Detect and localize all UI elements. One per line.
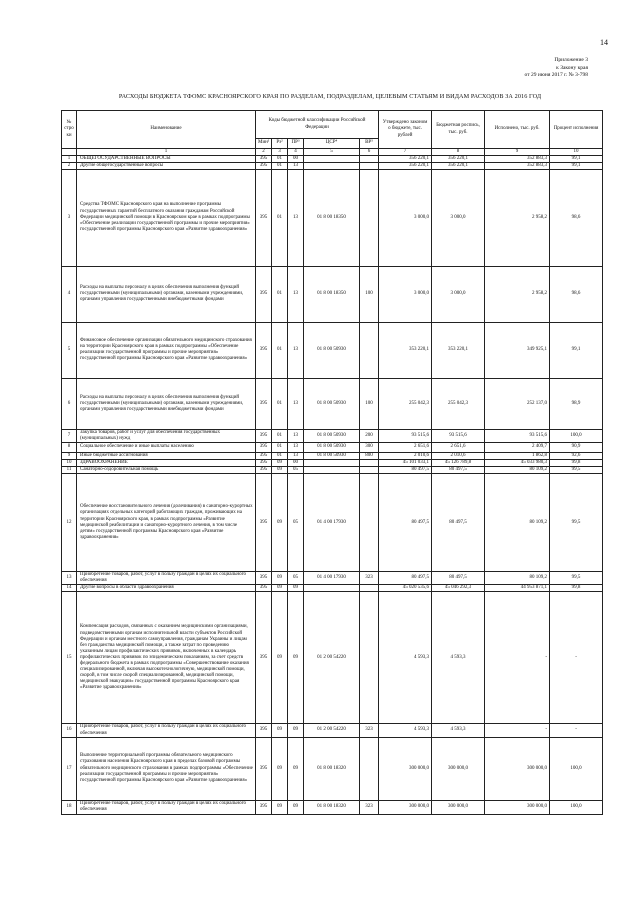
table-row [62, 459, 603, 466]
cell-n: 18 [62, 800, 77, 814]
cell-pr: 09 [288, 724, 304, 737]
cell-pr: 09 [288, 585, 304, 592]
cell-approved: 80 497,5 [379, 572, 432, 585]
column-index-cell: 2 [256, 149, 272, 156]
cell-csr: 01 2 00 54220 [304, 592, 360, 724]
cell-name: Расходы на выплаты персоналу в целях обеспечения выполнения функций государственными (муниципальными) органами, казенными учреждениями, органами управления государственными внебюджетными фондами [77, 378, 256, 429]
cell-csr: 01 8 00 50930 [304, 322, 360, 378]
cell-approved: 2 010,6 [379, 452, 432, 459]
column-index-cell: 7 [379, 149, 432, 156]
cell-vr: 323 [360, 724, 379, 737]
cell-percent: 99,1 [550, 162, 603, 169]
column-index-cell: 3 [272, 149, 288, 156]
document-title: РАСХОДЫ БЮДЖЕТА ТФОМС КРАСНОЯРСКОГО КРАЯ ПО РАЗДЕЛАМ, ПОДРАЗДЕЛАМ, ЦЕЛЕВЫМ СТАТЬЯМ И ВИДАМ РАСХОДОВ ЗА 2016 ГОД [118, 93, 542, 100]
cell-n: 4 [62, 266, 77, 322]
cell-csr: 01 8 00 50930 [304, 442, 360, 452]
table-row [62, 429, 603, 442]
cell-min: 395 [256, 474, 272, 572]
cell-min: 395 [256, 592, 272, 724]
cell-budget: 45 046 292,3 [432, 585, 485, 592]
cell-n: 14 [62, 585, 77, 592]
cell-executed: - [485, 724, 550, 737]
cell-min: 395 [256, 800, 272, 814]
cell-vr [360, 737, 379, 800]
page-number: 14 [600, 38, 608, 47]
cell-name: Иные бюджетные ассигнования [77, 452, 256, 459]
cell-budget: 93 515,6 [432, 429, 485, 442]
cell-rz: 01 [272, 452, 288, 459]
cell-approved: 4 593,3 [379, 724, 432, 737]
cell-pr: 05 [288, 572, 304, 585]
cell-percent: 90,9 [550, 442, 603, 452]
table-row [62, 162, 603, 169]
cell-name: Другие общегосударственные вопросы [77, 162, 256, 169]
cell-csr [304, 459, 360, 466]
cell-name: Компенсация расходов, связанных с оказанием медицинскими организациями, подведомственными органам исполнительной власти субъектов Российской Федерации и органам местного самоуправления, гражданам Украины и лицам без гражданства медицинской помощи, а также затрат по проведению указанным лицам профилактических прививок, включенных в календарь профилактических прививок по эпидемическим показаниям, за счет средств федерального бюджета в рамках подпрограммы «Совершенствование оказания специализированной, включая высокотехнологичную, медицинской помощи, скорой, в том числе скорой специализированной, медицинской помощи, медицинской эвакуации» государственной программы Красноярского края «Развитие здравоохранения» [77, 592, 256, 724]
cell-name: ОБЩЕГОСУДАРСТВЕННЫЕ ВОПРОСЫ [77, 155, 256, 162]
cell-rz: 01 [272, 155, 288, 162]
cell-budget: 80 497,5 [432, 467, 485, 474]
column-index-cell: 6 [360, 149, 379, 156]
cell-csr: 01 8 00 18350 [304, 169, 360, 266]
cell-csr: 01 8 00 50930 [304, 429, 360, 442]
table-row [62, 452, 603, 459]
cell-n: 3 [62, 169, 77, 266]
cell-executed: 80 109,2 [485, 572, 550, 585]
cell-n: 5 [62, 322, 77, 378]
cell-rz: 09 [272, 592, 288, 724]
cell-percent: - [550, 724, 603, 737]
cell-vr: 200 [360, 429, 379, 442]
cell-executed: 2 409,7 [485, 442, 550, 452]
cell-percent: 92,6 [550, 452, 603, 459]
cell-pr: 13 [288, 429, 304, 442]
cell-percent: 99,1 [550, 155, 603, 162]
cell-executed: 252 137,0 [485, 378, 550, 429]
cell-percent: 99,8 [550, 459, 603, 466]
table-row [62, 322, 603, 378]
cell-rz: 09 [272, 467, 288, 474]
cell-csr: 01 8 00 50930 [304, 452, 360, 459]
cell-budget: 356 220,1 [432, 155, 485, 162]
table-row [62, 266, 603, 322]
header-rz: Рз² [272, 139, 288, 149]
appendix-line: Приложение 3 [554, 57, 588, 63]
cell-min: 395 [256, 429, 272, 442]
cell-vr: 300 [360, 442, 379, 452]
cell-pr: 13 [288, 442, 304, 452]
cell-executed: 80 109,2 [485, 467, 550, 474]
header-vr: ВР⁵ [360, 139, 379, 149]
cell-pr: 00 [288, 459, 304, 466]
cell-n: 7 [62, 429, 77, 442]
appendix-line: к Закону края [556, 64, 588, 71]
table-row [62, 474, 603, 572]
cell-vr: 800 [360, 452, 379, 459]
cell-executed: 300 000,0 [485, 800, 550, 814]
table-row [62, 724, 603, 737]
cell-name: Выполнение территориальной программы обязательного медицинского страхования населения Красноярского края в пределах базовой программы обязательного медицинского страхования в рамках подпрограммы «Обеспечение реализации государственной программы и прочие мероприятия» государственной программы Красноярского края «Развитие здравоохранения» [77, 737, 256, 800]
cell-percent: 98,6 [550, 266, 603, 322]
cell-approved: 80 497,5 [379, 467, 432, 474]
cell-rz: 01 [272, 378, 288, 429]
cell-budget: 356 220,1 [432, 162, 485, 169]
cell-n: 1 [62, 155, 77, 162]
cell-name: Обеспечение восстановительного лечения (долечивания) в санаторно-курортных организациях отдельных категорий работающих граждан, проживающих на территории Красноярского края, в рамках подпрограммы «Развитие медицинской реабилитации и санаторно-курортного лечения, в том числе детям» государственной программы Красноярского края «Развитие здравоохранения» [77, 474, 256, 572]
cell-rz: 01 [272, 442, 288, 452]
cell-budget: 4 593,3 [432, 724, 485, 737]
table-row [62, 585, 603, 592]
cell-min: 395 [256, 162, 272, 169]
cell-rz: 09 [272, 585, 288, 592]
cell-name: Приобретение товаров, работ, услуг в пользу граждан в целях их социального обеспечения [77, 724, 256, 737]
cell-executed: 300 000,0 [485, 737, 550, 800]
cell-n: 16 [62, 724, 77, 737]
cell-vr [360, 585, 379, 592]
cell-vr [360, 169, 379, 266]
cell-min: 395 [256, 322, 272, 378]
cell-name: Средства ТФОМС Красноярского края на выполнение программы государственных гарантий бесплатного оказания гражданам Российской Федерации медицинской помощи в Красноярском крае в рамках подпрограммы «Обеспечение реализации государственной программы и прочие мероприятия» государственной программы Красноярского края «Развитие здравоохранения» [77, 169, 256, 266]
cell-approved: 2 651,6 [379, 442, 432, 452]
cell-min: 395 [256, 737, 272, 800]
cell-percent: - [550, 592, 603, 724]
cell-approved: 356 220,1 [379, 162, 432, 169]
cell-csr: 01 8 00 18320 [304, 737, 360, 800]
cell-min: 395 [256, 585, 272, 592]
header-num: № стро ки [62, 111, 77, 149]
cell-budget: 45 126 789,8 [432, 459, 485, 466]
cell-vr [360, 474, 379, 572]
appendix-line: от 29 июня 2017 г. № 3-798 [524, 72, 588, 78]
cell-pr: 09 [288, 800, 304, 814]
cell-min: 395 [256, 378, 272, 429]
cell-pr: 13 [288, 266, 304, 322]
cell-approved: 3 000,0 [379, 266, 432, 322]
cell-executed: 349 925,1 [485, 322, 550, 378]
cell-csr [304, 467, 360, 474]
cell-rz: 09 [272, 572, 288, 585]
header-approved: Утверждено законом о бюджете, тыс. рублей [379, 111, 432, 149]
table-row [62, 378, 603, 429]
cell-budget: 3 000,0 [432, 169, 485, 266]
cell-executed: 352 883,3 [485, 162, 550, 169]
header-min: Мин¹ [256, 139, 272, 149]
cell-percent: 98,9 [550, 378, 603, 429]
cell-budget: 2 010,6 [432, 452, 485, 459]
cell-name: Другие вопросы в области здравоохранения [77, 585, 256, 592]
cell-csr: 01 4 00 17930 [304, 572, 360, 585]
cell-approved: 45 101 033,1 [379, 459, 432, 466]
cell-budget: 353 220,1 [432, 322, 485, 378]
cell-budget: 80 497,5 [432, 572, 485, 585]
cell-vr [360, 459, 379, 466]
cell-pr: 05 [288, 474, 304, 572]
cell-vr [360, 467, 379, 474]
cell-name: Финансовое обеспечение организации обязательного медицинского страхования на территории Красноярского края в рамках подпрограммы «Обеспечение реализации государственной программы и прочие мероприятия» государственной программы Красноярского края «Развитие здравоохранения» [77, 322, 256, 378]
cell-percent: 100,0 [550, 429, 603, 442]
cell-name: Социальное обеспечение и иные выплаты населению [77, 442, 256, 452]
cell-budget: 2 651,6 [432, 442, 485, 452]
cell-approved: 80 497,5 [379, 474, 432, 572]
column-index-cell: 10 [550, 149, 603, 156]
cell-vr: 100 [360, 378, 379, 429]
cell-min: 395 [256, 442, 272, 452]
cell-executed: 80 109,2 [485, 474, 550, 572]
cell-pr: 13 [288, 169, 304, 266]
cell-executed: 93 515,6 [485, 429, 550, 442]
cell-approved: 3 000,0 [379, 169, 432, 266]
cell-n: 17 [62, 737, 77, 800]
cell-pr: 09 [288, 592, 304, 724]
cell-n: 8 [62, 442, 77, 452]
cell-min: 395 [256, 452, 272, 459]
appendix-note [525, 57, 588, 80]
cell-csr: 01 8 00 50930 [304, 378, 360, 429]
cell-approved: 300 000,0 [379, 737, 432, 800]
cell-vr: 323 [360, 800, 379, 814]
cell-name: Приобретение товаров, работ, услуг в пользу граждан в целях их социального обеспечения [77, 800, 256, 814]
column-index-cell: 8 [432, 149, 485, 156]
table-row [62, 572, 603, 585]
cell-pr: 05 [288, 467, 304, 474]
cell-name: Приобретение товаров, работ, услуг в пользу граждан в целях их социального обеспечения [77, 572, 256, 585]
cell-rz: 01 [272, 429, 288, 442]
cell-n: 9 [62, 452, 77, 459]
cell-csr [304, 585, 360, 592]
cell-min: 395 [256, 572, 272, 585]
cell-name: ЗДРАВООХРАНЕНИЕ [77, 459, 256, 466]
cell-percent: 98,6 [550, 169, 603, 266]
table-row [62, 467, 603, 474]
cell-min: 395 [256, 724, 272, 737]
cell-rz: 01 [272, 322, 288, 378]
table-row [62, 592, 603, 724]
cell-executed: - [485, 592, 550, 724]
cell-csr: 01 4 00 17930 [304, 474, 360, 572]
cell-approved: 255 042,3 [379, 378, 432, 429]
cell-pr: 09 [288, 737, 304, 800]
cell-min: 395 [256, 266, 272, 322]
cell-rz: 09 [272, 459, 288, 466]
cell-rz: 09 [272, 724, 288, 737]
cell-executed: 45 033 980,3 [485, 459, 550, 466]
cell-n: 15 [62, 592, 77, 724]
cell-n: 13 [62, 572, 77, 585]
header-executed: Исполнено, тыс. руб. [485, 111, 550, 149]
cell-pr: 13 [288, 162, 304, 169]
table-row [62, 155, 603, 162]
cell-budget: 300 000,0 [432, 737, 485, 800]
cell-approved: 45 020 535,6 [379, 585, 432, 592]
column-index-cell: 9 [485, 149, 550, 156]
cell-pr: 13 [288, 452, 304, 459]
cell-executed: 2 958,2 [485, 266, 550, 322]
cell-approved: 353 220,1 [379, 322, 432, 378]
cell-n: 10 [62, 459, 77, 466]
cell-approved: 4 593,3 [379, 592, 432, 724]
cell-name: Расходы на выплаты персоналу в целях обеспечения выполнения функций государственными (муниципальными) органами, казенными учреждениями, органами управления государственными внебюджетными фондами [77, 266, 256, 322]
cell-csr: 01 8 00 18320 [304, 800, 360, 814]
cell-csr [304, 155, 360, 162]
cell-pr: 13 [288, 322, 304, 378]
cell-approved: 93 515,6 [379, 429, 432, 442]
header-csr: ЦСР⁴ [304, 139, 360, 149]
cell-name: Санаторно-оздоровительная помощь [77, 467, 256, 474]
header-name: Наименование [77, 111, 256, 149]
cell-percent: 99,5 [550, 474, 603, 572]
cell-budget: 300 000,0 [432, 800, 485, 814]
cell-percent: 99,5 [550, 572, 603, 585]
table-row [62, 800, 603, 814]
cell-csr: 01 8 00 18350 [304, 266, 360, 322]
cell-csr [304, 162, 360, 169]
cell-vr [360, 592, 379, 724]
table-row [62, 737, 603, 800]
header-budget: Бюджетная роспись, тыс. руб. [432, 111, 485, 149]
column-index-cell: 1 [77, 149, 256, 156]
cell-rz: 09 [272, 474, 288, 572]
cell-budget: 3 000,0 [432, 266, 485, 322]
column-index-cell: 4 [288, 149, 304, 156]
cell-n: 12 [62, 474, 77, 572]
cell-budget: 4 593,3 [432, 592, 485, 724]
cell-min: 395 [256, 467, 272, 474]
cell-percent: 99,1 [550, 322, 603, 378]
cell-min: 395 [256, 459, 272, 466]
cell-executed: 2 958,2 [485, 169, 550, 266]
cell-n: 2 [62, 162, 77, 169]
table-body [62, 155, 603, 814]
table-row [62, 442, 603, 452]
cell-n: 11 [62, 467, 77, 474]
cell-executed: 44 953 871,1 [485, 585, 550, 592]
cell-vr: 323 [360, 572, 379, 585]
cell-rz: 09 [272, 737, 288, 800]
cell-rz: 01 [272, 266, 288, 322]
cell-percent: 99,8 [550, 585, 603, 592]
cell-min: 395 [256, 155, 272, 162]
cell-rz: 01 [272, 169, 288, 266]
expenses-table [61, 110, 603, 815]
cell-vr: 100 [360, 266, 379, 322]
cell-budget: 255 042,3 [432, 378, 485, 429]
cell-executed: 1 862,8 [485, 452, 550, 459]
header-percent: Процент исполнения [550, 111, 603, 149]
column-index-cell: 5 [304, 149, 360, 156]
cell-percent: 99,5 [550, 467, 603, 474]
cell-csr: 01 2 00 54220 [304, 724, 360, 737]
cell-percent: 100,0 [550, 737, 603, 800]
cell-vr [360, 162, 379, 169]
cell-budget: 80 497,5 [432, 474, 485, 572]
cell-approved: 300 000,0 [379, 800, 432, 814]
cell-n: 6 [62, 378, 77, 429]
cell-approved: 356 220,1 [379, 155, 432, 162]
cell-name: Закупка товаров, работ и услуг для обеспечения государственных (муниципальных) нужд [77, 429, 256, 442]
cell-rz: 09 [272, 800, 288, 814]
cell-pr: 13 [288, 378, 304, 429]
header-pr: ПР³ [288, 139, 304, 149]
cell-vr [360, 322, 379, 378]
header-codes-group: Коды бюджетной классификации Российской Федерации [256, 111, 379, 139]
cell-pr: 00 [288, 155, 304, 162]
cell-rz: 01 [272, 162, 288, 169]
table-row [62, 169, 603, 266]
cell-executed: 352 883,3 [485, 155, 550, 162]
cell-vr [360, 155, 379, 162]
cell-percent: 100,0 [550, 800, 603, 814]
cell-min: 395 [256, 169, 272, 266]
